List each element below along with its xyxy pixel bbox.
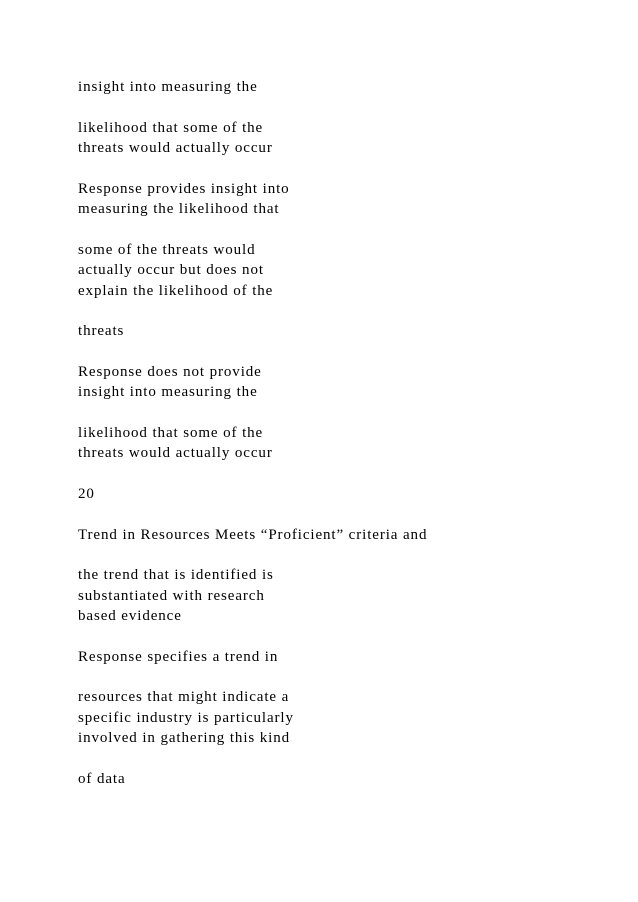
text-line: substantiated with research — [78, 588, 265, 604]
text-line: Response does not provide — [78, 364, 262, 380]
text-line: measuring the likelihood that — [78, 201, 280, 217]
text-line: actually occur but does not — [78, 262, 264, 278]
text-line: based evidence — [78, 608, 182, 624]
text-line: specific industry is particularly — [78, 710, 294, 726]
text-line: Response provides insight into — [78, 181, 290, 197]
text-line: 20 — [78, 486, 95, 502]
text-line: explain the likelihood of the — [78, 283, 274, 299]
text-line: insight into measuring the — [78, 79, 258, 95]
text-line: some of the threats would — [78, 242, 256, 258]
text-line: threats would actually occur — [78, 445, 273, 461]
text-line: Response specifies a trend in — [78, 649, 279, 665]
text-line: threats would actually occur — [78, 140, 273, 156]
text-line: likelihood that some of the — [78, 425, 264, 441]
text-line: of data — [78, 771, 126, 787]
text-line: threats — [78, 323, 125, 339]
text-line: involved in gathering this kind — [78, 730, 291, 746]
text-line: insight into measuring the — [78, 384, 258, 400]
text-line: resources that might indicate a — [78, 689, 290, 705]
text-line: the trend that is identified is — [78, 567, 274, 583]
text-line: likelihood that some of the — [78, 120, 264, 136]
text-line: Trend in Resources Meets “Proficient” criteria and — [78, 527, 428, 543]
